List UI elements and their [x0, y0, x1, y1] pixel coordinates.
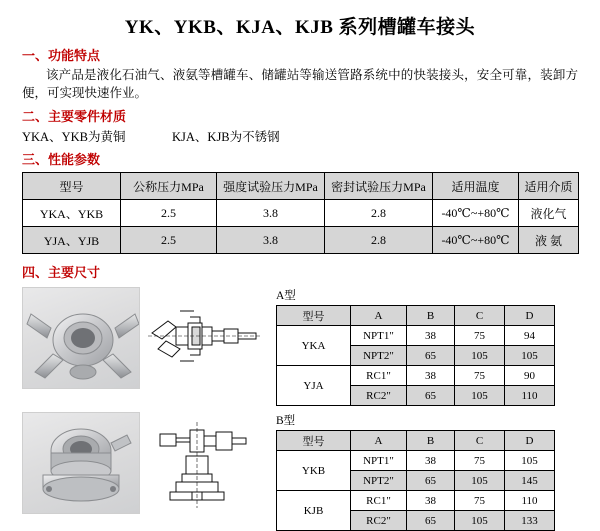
table-row — [23, 227, 579, 254]
cell-b: 65 — [407, 471, 455, 491]
cell-c: 105 — [455, 346, 505, 366]
type-label-b: B型 — [276, 415, 296, 428]
cell-d: 110 — [505, 491, 555, 511]
table-row — [277, 491, 555, 511]
cell-a: NPT2" — [351, 471, 407, 491]
coupling-photo-b — [22, 412, 140, 514]
col-header-temperature: 适用温度 — [433, 173, 519, 200]
cell-d: 105 — [505, 346, 555, 366]
cell-a: NPT1" — [351, 326, 407, 346]
cell-d: 145 — [505, 471, 555, 491]
dimension-table-b-holder — [276, 412, 554, 531]
section-heading-features: 一、功能特点 — [22, 48, 101, 63]
cell-c: 75 — [455, 451, 505, 471]
cell-a: RC2" — [351, 386, 407, 406]
cell-a: RC1" — [351, 491, 407, 511]
cell-d: 90 — [505, 366, 555, 386]
table-header-row — [277, 431, 555, 451]
dimensions-section — [0, 287, 600, 531]
cell-nominal-pressure: 2.5 — [121, 200, 217, 227]
cell-strength-test-pressure: 3.8 — [217, 200, 325, 227]
cell-c: 75 — [455, 491, 505, 511]
cell-b: 65 — [407, 346, 455, 366]
cell-model: YKA、YKB — [23, 200, 121, 227]
col-header-d: D — [505, 431, 555, 451]
cell-model: YJA、YJB — [23, 227, 121, 254]
col-header-nominal-pressure: 公称压力MPa — [121, 173, 217, 200]
col-header-model: 型号 — [277, 431, 351, 451]
section-heading-dimensions: 四、主要尺寸 — [22, 265, 101, 281]
cell-strength-test-pressure: 3.8 — [217, 227, 325, 254]
cell-b: 38 — [407, 491, 455, 511]
cell-d: 105 — [505, 451, 555, 471]
features-paragraph: 该产品是液化石油气、液氨等槽罐车、储罐站等输送管路系统中的快装接头，安全可靠，装卸方便，可实现快速作业。 — [22, 68, 578, 101]
performance-table — [22, 172, 579, 254]
cell-d: 94 — [505, 326, 555, 346]
col-header-model: 型号 — [23, 173, 121, 200]
cell-a: RC1" — [351, 366, 407, 386]
cell-model: YJA — [277, 366, 351, 406]
cell-seal-test-pressure: 2.8 — [325, 200, 433, 227]
table-row — [23, 200, 579, 227]
table-row — [277, 326, 555, 346]
col-header-a: A — [351, 431, 407, 451]
cell-c: 75 — [455, 326, 505, 346]
cell-b: 38 — [407, 366, 455, 386]
section-heading-materials: 二、主要零件材质 — [22, 109, 127, 125]
cell-seal-test-pressure: 2.8 — [325, 227, 433, 254]
material-stainless: KJA、KJB为不锈钢 — [172, 130, 280, 145]
cell-a: NPT1" — [351, 451, 407, 471]
cell-medium: 液 氨 — [519, 227, 579, 254]
col-header-model: 型号 — [277, 306, 351, 326]
table-header-row — [23, 173, 579, 200]
section-heading-performance: 三、性能参数 — [22, 152, 101, 168]
cell-model: KJB — [277, 491, 351, 531]
cell-a: RC2" — [351, 511, 407, 531]
cell-temperature: -40℃~+80℃ — [433, 227, 519, 254]
document-page — [0, 12, 600, 528]
coupling-drawing-b — [146, 412, 264, 512]
col-header-d: D — [505, 306, 555, 326]
col-header-b: B — [407, 306, 455, 326]
dimension-table-a — [276, 305, 555, 406]
cell-a: NPT2" — [351, 346, 407, 366]
page-title: YK、YKB、KJA、KJB 系列槽罐车接头 — [124, 17, 476, 38]
table-row — [277, 366, 555, 386]
cell-c: 105 — [455, 471, 505, 491]
cell-b: 65 — [407, 386, 455, 406]
cell-nominal-pressure: 2.5 — [121, 227, 217, 254]
materials-line — [22, 127, 600, 145]
cell-d: 133 — [505, 511, 555, 531]
dimension-block-b — [22, 412, 600, 531]
cell-medium: 液化气 — [519, 200, 579, 227]
col-header-c: C — [455, 431, 505, 451]
type-label-a: A型 — [276, 290, 296, 303]
cell-model: YKA — [277, 326, 351, 366]
material-brass: YKA、YKB为黄铜 — [22, 130, 126, 145]
dimension-block-a — [22, 287, 600, 406]
cell-c: 105 — [455, 511, 505, 531]
cell-c: 75 — [455, 366, 505, 386]
dimension-table-a-holder — [276, 287, 554, 406]
col-header-a: A — [351, 306, 407, 326]
table-row — [277, 451, 555, 471]
col-header-seal-test-pressure: 密封试验压力MPa — [325, 173, 433, 200]
col-header-c: C — [455, 306, 505, 326]
cell-b: 38 — [407, 326, 455, 346]
cell-d: 110 — [505, 386, 555, 406]
table-header-row — [277, 306, 555, 326]
cell-b: 65 — [407, 511, 455, 531]
col-header-medium: 适用介质 — [519, 173, 579, 200]
cell-b: 38 — [407, 451, 455, 471]
col-header-b: B — [407, 431, 455, 451]
cell-temperature: -40℃~+80℃ — [433, 200, 519, 227]
cell-model: YKB — [277, 451, 351, 491]
coupling-photo-a — [22, 287, 140, 389]
cell-c: 105 — [455, 386, 505, 406]
coupling-drawing-a — [146, 287, 264, 387]
col-header-strength-test-pressure: 强度试验压力MPa — [217, 173, 325, 200]
